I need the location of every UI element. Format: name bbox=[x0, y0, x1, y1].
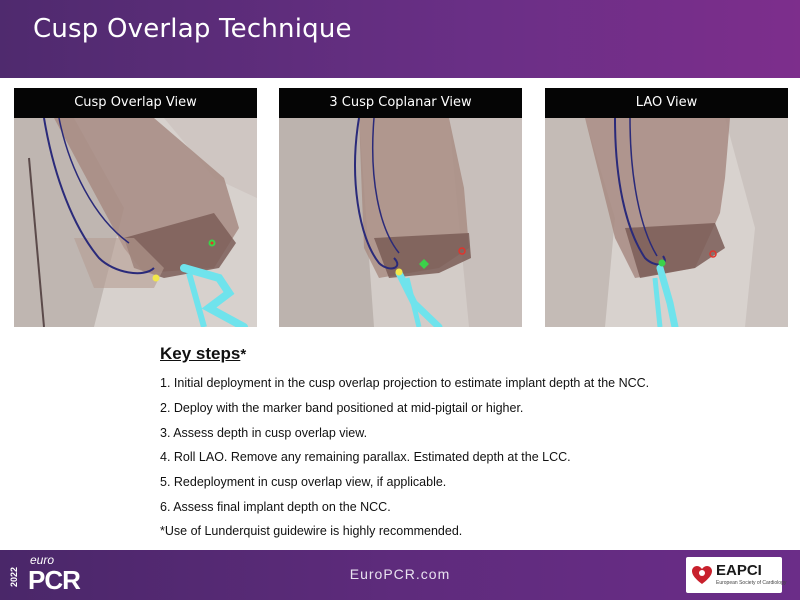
heart-icon bbox=[690, 563, 714, 587]
key-steps-footnote-mark: * bbox=[240, 346, 247, 363]
key-step-6: 6. Assess final implant depth on the NCC. bbox=[160, 500, 391, 514]
footer-year: 2022 bbox=[9, 566, 19, 588]
lao-image bbox=[545, 118, 788, 327]
cusp-overlap-image bbox=[14, 118, 257, 327]
key-step-3: 3. Assess depth in cusp overlap view. bbox=[160, 426, 368, 440]
panel-3-cusp-coplanar-view bbox=[279, 88, 522, 327]
panel-label: Cusp Overlap View bbox=[14, 88, 257, 118]
footer-website-link[interactable]: EuroPCR.com bbox=[349, 566, 451, 582]
key-steps-heading: Key steps bbox=[160, 344, 241, 363]
title-bar bbox=[0, 0, 800, 78]
key-step-5: 5. Redeployment in cusp overlap view, if applicable. bbox=[160, 475, 447, 489]
key-step-1: 1. Initial deployment in the cusp overlap projection to estimate implant depth at the NCC. bbox=[160, 376, 650, 390]
eapci-subtitle: European Society of Cardiology bbox=[716, 580, 787, 586]
eapci-logo bbox=[686, 557, 787, 593]
europcr-logo: PCR bbox=[28, 565, 80, 595]
key-steps-heading-row bbox=[160, 344, 246, 364]
panel-label: 3 Cusp Coplanar View bbox=[279, 88, 522, 118]
europcr-logo-prefix: euro bbox=[30, 553, 55, 567]
slide-title: Cusp Overlap Technique bbox=[33, 14, 352, 44]
panel-lao-view bbox=[545, 88, 788, 327]
panel-label: LAO View bbox=[545, 88, 788, 118]
key-step-2: 2. Deploy with the marker band positioned at mid-pigtail or higher. bbox=[160, 401, 524, 415]
eapci-name: EAPCI bbox=[716, 562, 762, 579]
3-cusp-coplanar-image bbox=[279, 118, 522, 327]
key-steps-footnote: *Use of Lunderquist guidewire is highly recommended. bbox=[160, 524, 463, 538]
panel-cusp-overlap-view bbox=[14, 88, 257, 327]
key-step-4: 4. Roll LAO. Remove any remaining parallax. Estimated depth at the LCC. bbox=[160, 450, 571, 464]
